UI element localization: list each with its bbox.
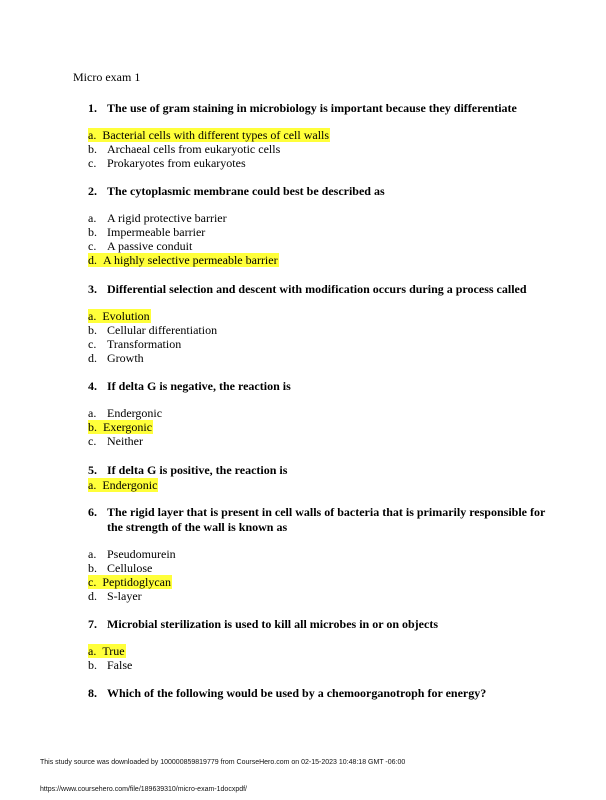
question-number: 7.	[88, 617, 97, 631]
option-text: Cellular differentiation	[107, 323, 218, 337]
question-2	[88, 184, 548, 267]
option-a	[88, 644, 548, 658]
question-stem: Microbial sterilization is used to kill all microbes in or on objects	[107, 617, 438, 631]
option-c	[88, 575, 548, 589]
question-stem: If delta G is negative, the reaction is	[107, 379, 291, 393]
option-text: Neither	[107, 434, 143, 448]
option-letter: a.	[88, 406, 97, 420]
question-number: 4.	[88, 379, 97, 393]
option-b	[88, 142, 548, 156]
question-text	[88, 505, 548, 535]
option-list	[88, 478, 548, 492]
option-text: Transformation	[107, 337, 182, 351]
option-text: Growth	[107, 351, 144, 365]
question-stem: Which of the following would be used by a chemoorganotroph for energy?	[107, 686, 487, 700]
option-letter: c.	[88, 156, 97, 170]
document-title: Micro exam 1	[73, 70, 141, 84]
option-text: Prokaryotes from eukaryotes	[107, 156, 246, 170]
question-number: 1.	[88, 101, 97, 115]
option-text: True	[102, 644, 125, 658]
question-text	[88, 686, 548, 701]
option-list	[88, 211, 548, 267]
question-stem: The rigid layer that is present in cell walls of bacteria that is primarily responsible for the strength of the wall is known as	[107, 505, 546, 534]
option-c	[88, 337, 548, 351]
option-a	[88, 211, 548, 225]
question-number: 2.	[88, 184, 97, 198]
option-letter: a.	[88, 309, 102, 323]
question-number: 6.	[88, 505, 97, 519]
option-text: A passive conduit	[107, 239, 193, 253]
question-6	[88, 505, 548, 603]
question-text	[88, 379, 548, 394]
question-4	[88, 379, 548, 448]
question-3	[88, 282, 548, 365]
option-text: S-layer	[107, 589, 142, 603]
option-text: Archaeal cells from eukaryotic cells	[107, 142, 281, 156]
question-stem: Differential selection and descent with modification occurs during a process called	[107, 282, 527, 296]
option-c	[88, 156, 548, 170]
question-number: 3.	[88, 282, 97, 296]
option-letter: a.	[88, 128, 102, 142]
option-b	[88, 420, 548, 434]
question-7	[88, 617, 548, 672]
option-c	[88, 434, 548, 448]
option-text: Evolution	[102, 309, 150, 323]
option-letter: d.	[88, 589, 97, 603]
source-url-link[interactable]: https://www.coursehero.com/file/189639310/micro-exam-1docxpdf/	[40, 786, 247, 793]
option-list	[88, 128, 548, 170]
option-a	[88, 309, 548, 323]
option-text: A rigid protective barrier	[107, 211, 227, 225]
option-letter: c.	[88, 337, 97, 351]
question-number: 8.	[88, 686, 97, 700]
option-a	[88, 128, 548, 142]
question-stem: The use of gram staining in microbiology is important because they differentiate	[107, 101, 517, 115]
question-text	[88, 184, 548, 199]
option-letter: b.	[88, 142, 97, 156]
option-list	[88, 406, 548, 448]
option-letter: c.	[88, 239, 97, 253]
question-stem: The cytoplasmic membrane could best be described as	[107, 184, 385, 198]
option-letter: b.	[88, 323, 97, 337]
option-text: Impermeable barrier	[107, 225, 206, 239]
option-d	[88, 253, 548, 267]
option-letter: b.	[88, 658, 97, 672]
option-text: Endergonic	[102, 478, 158, 492]
option-text: A highly selective permeable barrier	[103, 253, 278, 267]
option-d	[88, 351, 548, 365]
option-b	[88, 225, 548, 239]
option-list	[88, 309, 548, 365]
question-5	[88, 463, 548, 492]
question-text	[88, 282, 548, 297]
option-letter: b.	[88, 561, 97, 575]
option-text: Peptidoglycan	[102, 575, 171, 589]
option-letter: a.	[88, 478, 102, 492]
option-letter: a.	[88, 211, 97, 225]
download-source-notice: This study source was downloaded by 100000859819779 from CourseHero.com on 02-15-2023 10:48:18 GMT -06:00	[40, 759, 406, 766]
option-c	[88, 239, 548, 253]
option-b	[88, 323, 548, 337]
question-text	[88, 101, 548, 116]
question-1	[88, 101, 548, 170]
option-a	[88, 547, 548, 561]
question-8	[88, 686, 548, 701]
option-letter: d.	[88, 351, 97, 365]
option-letter: c.	[88, 575, 102, 589]
option-a	[88, 478, 548, 492]
option-b	[88, 561, 548, 575]
question-text	[88, 463, 548, 478]
option-d	[88, 589, 548, 603]
option-letter: c.	[88, 434, 97, 448]
option-letter: a.	[88, 547, 97, 561]
option-letter: d.	[88, 253, 103, 267]
option-letter: b.	[88, 225, 97, 239]
question-stem: If delta G is positive, the reaction is	[107, 463, 288, 477]
option-b	[88, 658, 548, 672]
option-letter: b.	[88, 420, 103, 434]
question-number: 5.	[88, 463, 97, 477]
option-list	[88, 547, 548, 603]
option-text: Cellulose	[107, 561, 153, 575]
option-a	[88, 406, 548, 420]
option-text: Endergonic	[107, 406, 163, 420]
question-text	[88, 617, 548, 632]
option-text: Pseudomurein	[107, 547, 176, 561]
option-text: Bacterial cells with different types of cell walls	[102, 128, 330, 142]
option-text: False	[107, 658, 133, 672]
option-list	[88, 644, 548, 672]
option-text: Exergonic	[103, 420, 153, 434]
option-letter: a.	[88, 644, 102, 658]
